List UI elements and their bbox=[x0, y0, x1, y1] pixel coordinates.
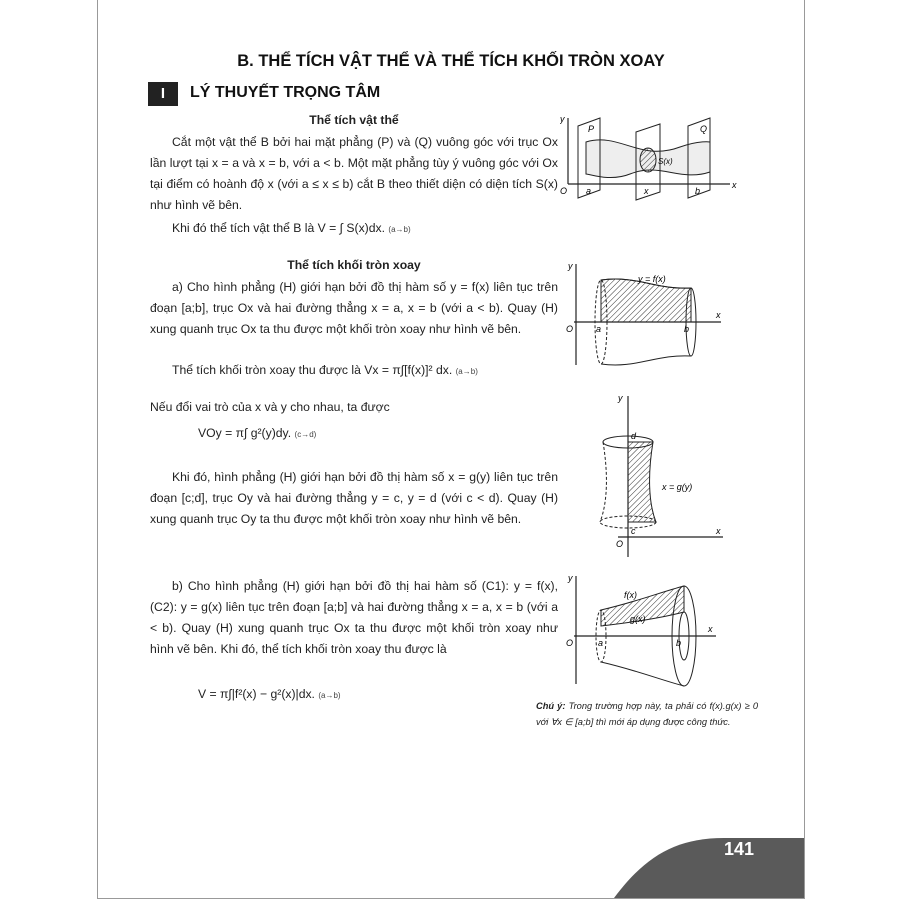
swap-roles-text: Nếu đổi vai trò của x và y cho nhau, ta được bbox=[150, 400, 390, 414]
formula-two-curves-bounds: (a→b) bbox=[318, 691, 341, 700]
note-box bbox=[536, 698, 758, 730]
svg-text:y: y bbox=[568, 261, 573, 271]
formula-two-curves bbox=[198, 687, 341, 701]
page-title: B. THỂ TÍCH VẬT THỂ VÀ THỂ TÍCH KHỐI TRÒN XOAY bbox=[237, 52, 665, 70]
figure-solid-cross-section bbox=[560, 112, 760, 212]
formula-oy-text: VOy = π∫ g²(y)dy. bbox=[198, 426, 292, 440]
volume-formula-bounds: (a→b) bbox=[388, 225, 411, 234]
note-text: Trong trường hợp này, ta phải có f(x).g(x) ≥ 0 với ∀x ∈ [a;b] thì mới áp dụng được công thức. bbox=[536, 701, 758, 727]
svg-text:c: c bbox=[631, 526, 636, 536]
svg-text:d: d bbox=[631, 431, 637, 441]
svg-text:x = g(y): x = g(y) bbox=[662, 482, 693, 492]
formula-two-curves-text: V = π∫|f²(x) − g²(x)|dx. bbox=[198, 687, 315, 701]
textbook-page bbox=[97, 0, 805, 899]
svg-text:O: O bbox=[560, 186, 568, 196]
page-number: 141 bbox=[723, 839, 754, 859]
svg-text:x: x bbox=[732, 180, 737, 190]
volume-heading: Thể tích vật thể bbox=[309, 113, 399, 127]
revolution-formula-ox-text: Thể tích khối tròn xoay thu được là Vx = π∫[f(x)]² dx. bbox=[172, 363, 453, 377]
svg-text:x: x bbox=[708, 624, 713, 634]
svg-text:x: x bbox=[716, 526, 721, 536]
formula-oy bbox=[198, 426, 316, 440]
figure-rotation-oy bbox=[598, 392, 728, 562]
revolution-formula-ox-bounds: (a→b) bbox=[455, 367, 478, 376]
revolution-paragraph-a: a) Cho hình phẳng (H) giới hạn bởi đồ thị hàm số y = f(x) liên tục trên đoạn [a;b], trục Ox và hai đường thẳng x = a, x = b (với a < b). Quay (H) xung quanh trục Ox ta thu được một khối tròn xoay như hình vẽ bên. bbox=[150, 280, 558, 336]
svg-text:Q: Q bbox=[700, 124, 708, 134]
revolution-heading: Thể tích khối tròn xoay bbox=[287, 258, 421, 272]
svg-text:b: b bbox=[676, 638, 682, 648]
svg-text:a: a bbox=[586, 186, 592, 196]
svg-text:a: a bbox=[596, 324, 602, 334]
figure-between-curves bbox=[566, 572, 726, 687]
volume-formula-line bbox=[150, 218, 558, 240]
volume-paragraph: Cắt một vật thể B bởi hai mặt phẳng (P) và (Q) vuông góc với trục Ox lần lượt tại x = a và x = b, với a < b. Một mặt phẳng tùy ý vuông góc với Ox tại điểm có hoành độ x (với a ≤ x ≤ b) cắt B theo thiết diện có diện tích S(x) như hình vẽ bên. bbox=[150, 135, 558, 212]
svg-text:O: O bbox=[616, 539, 624, 549]
figure-rotation-ox bbox=[566, 260, 726, 370]
svg-text:O: O bbox=[566, 638, 574, 648]
formula-oy-bounds: (c→d) bbox=[294, 430, 317, 439]
section-heading bbox=[148, 82, 468, 106]
svg-text:y: y bbox=[618, 393, 623, 403]
volume-formula-text: Khi đó thể tích vật thể B là V = ∫ S(x)dx. bbox=[172, 221, 386, 235]
page-footer-band bbox=[614, 828, 804, 898]
svg-text:y: y bbox=[568, 573, 573, 583]
revolution-formula-ox bbox=[150, 360, 558, 382]
section-label: LÝ THUYẾT TRỌNG TÂM bbox=[190, 84, 381, 101]
svg-text:x: x bbox=[716, 310, 721, 320]
revolution-paragraph-b: b) Cho hình phẳng (H) giới hạn bởi đồ thị hai hàm số (C1): y = f(x), (C2): y = g(x) liên tục trên đoạn [a;b] và hai đường thẳng x = a, x = b (với a < b). Quay (H) xung quanh trục Ox ta thu được một khối tròn xoay như hình vẽ bên. Khi đó, thể tích khối tròn xoay thu được là bbox=[150, 579, 558, 656]
svg-text:S(x): S(x) bbox=[658, 157, 673, 166]
svg-text:P: P bbox=[588, 124, 595, 134]
cross-section bbox=[640, 148, 656, 172]
svg-text:y = f(x): y = f(x) bbox=[638, 274, 666, 284]
section-number: I bbox=[148, 82, 178, 106]
svg-text:a: a bbox=[598, 638, 604, 648]
svg-text:g(x): g(x) bbox=[630, 614, 646, 624]
page-corner-shape bbox=[614, 838, 804, 898]
svg-text:f(x): f(x) bbox=[624, 590, 637, 600]
svg-text:b: b bbox=[684, 324, 690, 334]
svg-text:O: O bbox=[566, 324, 574, 334]
revolution-paragraph-oy: Khi đó, hình phẳng (H) giới hạn bởi đồ thị hàm số x = g(y) liên tục trên đoạn [c;d], trục Oy và hai đường thẳng y = c, y = d (với c < d). Quay (H) xung quanh trục Oy ta thu được một khối tròn xoay như hình vẽ bên. bbox=[150, 470, 558, 526]
svg-text:b: b bbox=[695, 186, 701, 196]
svg-text:y: y bbox=[560, 114, 565, 124]
note-label: Chú ý: bbox=[536, 701, 566, 711]
svg-text:x: x bbox=[644, 186, 649, 196]
